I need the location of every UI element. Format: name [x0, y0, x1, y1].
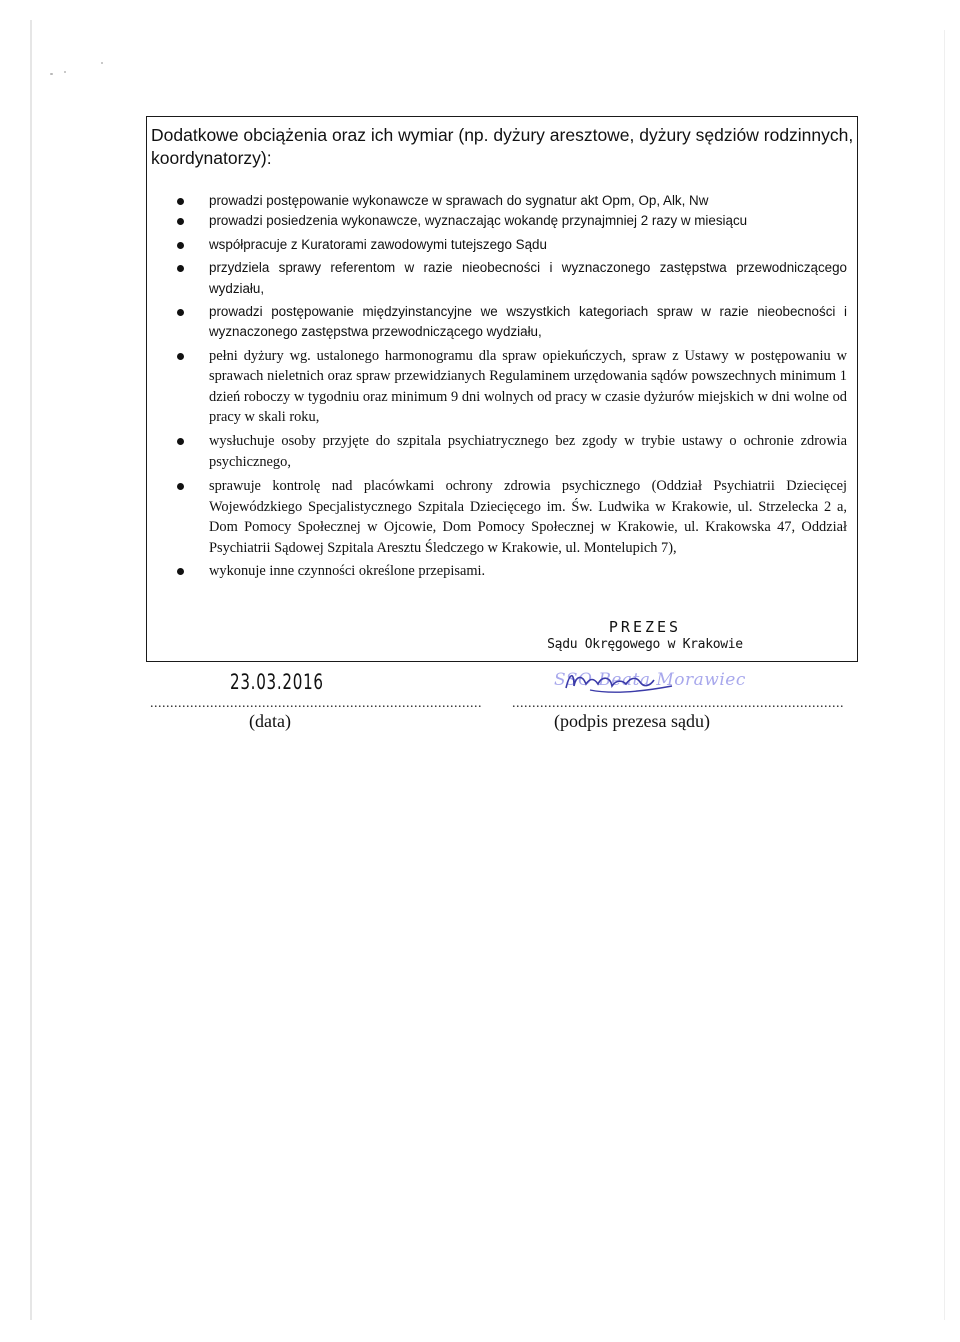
- scan-dust-mark: [64, 71, 66, 73]
- list-item: [147, 258, 847, 299]
- bullet-icon: [177, 483, 184, 490]
- duties-list: [147, 191, 847, 581]
- bullet-icon: [177, 198, 184, 205]
- date-handwritten: 23.03.2016: [230, 670, 324, 694]
- scan-edge-right: [944, 30, 945, 1320]
- signature-caption: (podpis prezesa sądu): [554, 711, 710, 731]
- bullet-icon: [177, 438, 184, 445]
- bullet-icon: [177, 265, 184, 272]
- duty-text: prowadzi postępowanie wykonawcze w sprawach do sygnatur akt Opm, Op, Alk, Nw: [209, 193, 709, 208]
- duty-text: pełni dyżury wg. ustalonego harmonogramu dla spraw opiekuńczych, spraw z Ustawy w postępowaniu w sprawach nieletnich oraz spraw przewidzianych Regulaminem urzędowania sądów powszechnych minimum 1 dzień roboczy w tygodniu oraz minimum 9 dni wolnych od pracy w czasie dyżurów miejskich w dni wolne od pracy w skali roku,: [209, 347, 847, 426]
- bullet-icon: [177, 242, 184, 249]
- date-dotted-line: ...................................................................................: [150, 696, 482, 711]
- duty-text: wykonuje inne czynności określone przepisami.: [209, 562, 486, 579]
- list-item: [147, 235, 847, 255]
- scan-dust-mark: [101, 62, 103, 64]
- handwritten-signature: [560, 664, 680, 700]
- stamp-title: PREZES: [608, 618, 682, 636]
- date-caption: (data): [249, 711, 291, 731]
- bullet-icon: [177, 218, 184, 225]
- duties-box: [146, 116, 858, 662]
- bullet-icon: [177, 353, 184, 360]
- duties-heading: Dodatkowe obciążenia oraz ich wymiar (np. dyżury aresztowe, dyżury sędziów rodzinnych, koordynatorzy):: [151, 125, 854, 168]
- signature-underline: [590, 686, 672, 692]
- list-item: [147, 561, 847, 581]
- duty-text: przydziela sprawy referentom w razie nieobecności i wyznaczonego zastępstwa przewodniczącego wydziału,: [209, 260, 847, 296]
- list-item: [147, 191, 847, 211]
- signature-dotted-line: ...................................................................................: [512, 696, 844, 711]
- list-item: [147, 211, 847, 231]
- stamp-subtitle: Sądu Okręgowego w Krakowie: [547, 637, 743, 652]
- list-item: [147, 346, 847, 428]
- signature-stroke: [566, 676, 654, 688]
- duty-text: wysłuchuje osoby przyjęte do szpitala psychiatrycznego bez zgody w trybie ustawy o ochronie zdrowia psychicznego,: [209, 433, 847, 470]
- duty-text: prowadzi posiedzenia wykonawcze, wyznaczając wokandę przynajmniej 2 razy w miesiącu: [209, 213, 748, 229]
- scan-edge-left: [30, 20, 32, 1320]
- list-item: [147, 302, 847, 343]
- scan-dust-mark: [50, 73, 53, 75]
- signature-name-stamp: SSO Beata Morawiec: [554, 670, 746, 690]
- list-item: [147, 476, 847, 558]
- bullet-icon: [177, 568, 184, 575]
- duty-text: sprawuje kontrolę nad placówkami ochrony zdrowia psychicznego (Oddział Psychiatrii Dziecięcej Wojewódzkiego Specjalistycznego Szpitala Dziecięcego im. Św. Ludwika w Krakowie, ul. Strzelecka 2 a, Dom Pomocy Społecznej w Ojcowie, Dom Pomocy Społecznej w Krakowie, ul. Krakowska 47, Oddział Psychiatrii Sądowej Szpitala Aresztu Śledczego w Krakowie, ul. Montelupich 7),: [209, 478, 847, 556]
- duty-text: prowadzi postępowanie międzyinstancyjne we wszystkich kategoriach spraw w razie nieobecności i wyznaczonego zastępstwa przewodniczącego wydziału,: [209, 304, 847, 340]
- president-stamp: [530, 618, 760, 653]
- duty-text: współpracuje z Kuratorami zawodowymi tutejszego Sądu: [209, 236, 547, 252]
- list-item: [147, 431, 847, 472]
- bullet-icon: [177, 309, 184, 316]
